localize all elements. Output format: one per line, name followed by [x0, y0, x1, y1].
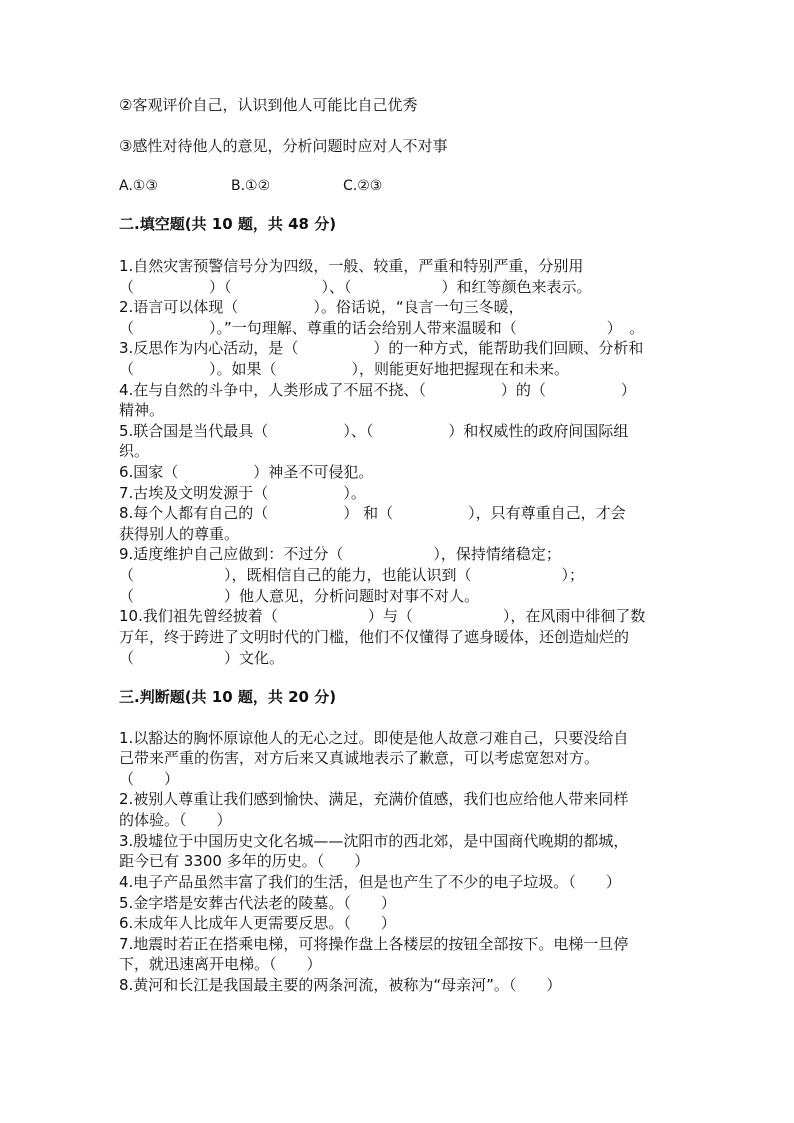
fill-line: 5.联合国是当代最具（ ）、（ ）和权威性的政府间国际组	[119, 422, 629, 440]
fill-section-heading: 二.填空题(共 10 题，共 48 分)	[119, 215, 337, 233]
judge-line: 1.以豁达的胸怀原谅他人的无心之过。即使是他人故意刁难自己，只要没给自	[119, 729, 629, 747]
judge-line: 己带来严重的伤害，对方后来又真诚地表示了歉意，可以考虑宽恕对方。	[119, 749, 600, 767]
judge-line: 距今已有 3300 多年的历史。（ ）	[119, 852, 370, 870]
fill-line: 10.我们祖先曾经披着（ ）与（ ），在风雨中徘徊了数	[119, 607, 646, 625]
judge-line: （ ）	[119, 770, 180, 788]
choice-c: C.②③	[343, 178, 383, 194]
fill-line: 精神。	[119, 401, 165, 419]
fill-line: 8.每个人都有自己的（ ） 和（ ），只有尊重自己，才会	[119, 504, 626, 522]
judge-line: 7.地震时若正在搭乘电梯，可将操作盘上各楼层的按钮全部按下。电梯一旦停	[119, 935, 629, 953]
fill-line: 3.反思作为内心活动，是（ ）的一种方式，能帮助我们回顾、分析和	[119, 339, 644, 357]
fill-line: 6.国家（ ）神圣不可侵犯。	[119, 463, 374, 481]
fill-line: 万年，终于跨进了文明时代的门槛，他们不仅懂得了遮身暖体，还创造灿烂的	[119, 628, 630, 646]
judge-line: 2.被别人尊重让我们感到愉快、满足，充满价值感，我们也应给他人带来同样	[119, 790, 629, 808]
fill-line: （ ）。如果（ ），则能更好地把握现在和未来。	[119, 360, 570, 378]
judge-line: 下，就迅速离开电梯。（ ）	[119, 955, 322, 973]
judge-line: 8.黄河和长江是我国最主要的两条河流，被称为“母亲河”。（ ）	[119, 976, 562, 994]
fill-line: （ ）。”一句理解、尊重的话会给别人带来温暖和（ ） 。	[119, 319, 645, 337]
choice-b: B.①②	[231, 178, 271, 194]
judge-line: 5.金字塔是安葬古代法老的陵墓。（ ）	[119, 894, 396, 912]
fill-line: 9.适度维护自己应做到：不过分（ ），保持情绪稳定；	[119, 545, 561, 563]
fill-line: （ ）文化。	[119, 649, 285, 667]
judge-line: 3.殷墟位于中国历史文化名城——沈阳市的西北郊，是中国商代晚期的都城，	[119, 832, 629, 850]
fill-line: 2.语言可以体现（ ）。俗话说，“良言一句三冬暖，	[119, 298, 524, 316]
fill-line: （ ）（ ）、（ ）和红等颜色来表示。	[119, 278, 592, 296]
fill-line: （ ），既相信自己的能力，也能认识到（ ）；	[119, 566, 585, 584]
judge-line: 4.电子产品虽然丰富了我们的生活，但是也产生了不少的电子垃圾。（ ）	[119, 873, 621, 891]
option-2: ②客观评价自己，认识到他人可能比自己优秀	[119, 96, 418, 114]
fill-line: 获得别人的尊重。	[119, 525, 240, 543]
fill-line: （ ）他人意见，分析问题时对事不对人。	[119, 587, 480, 605]
fill-line: 4.在与自然的斗争中，人类形成了不屈不挠、（ ）的（ ）	[119, 381, 636, 399]
judge-section-heading: 三.判断题(共 10 题，共 20 分)	[119, 688, 337, 706]
option-3: ③感性对待他人的意见，分析问题时应对人不对事	[119, 137, 448, 155]
fill-line: 1.自然灾害预警信号分为四级，一般、较重，严重和特别严重，分别用	[119, 257, 584, 275]
choice-a: A.①③	[119, 178, 158, 194]
choice-row	[119, 176, 519, 196]
fill-line: 7.古埃及文明发源于（ ）。	[119, 484, 366, 502]
judge-line: 的体验。（ ）	[119, 811, 232, 829]
judge-line: 6.未成年人比成年人更需要反思。（ ）	[119, 914, 396, 932]
fill-line: 织。	[119, 442, 150, 460]
